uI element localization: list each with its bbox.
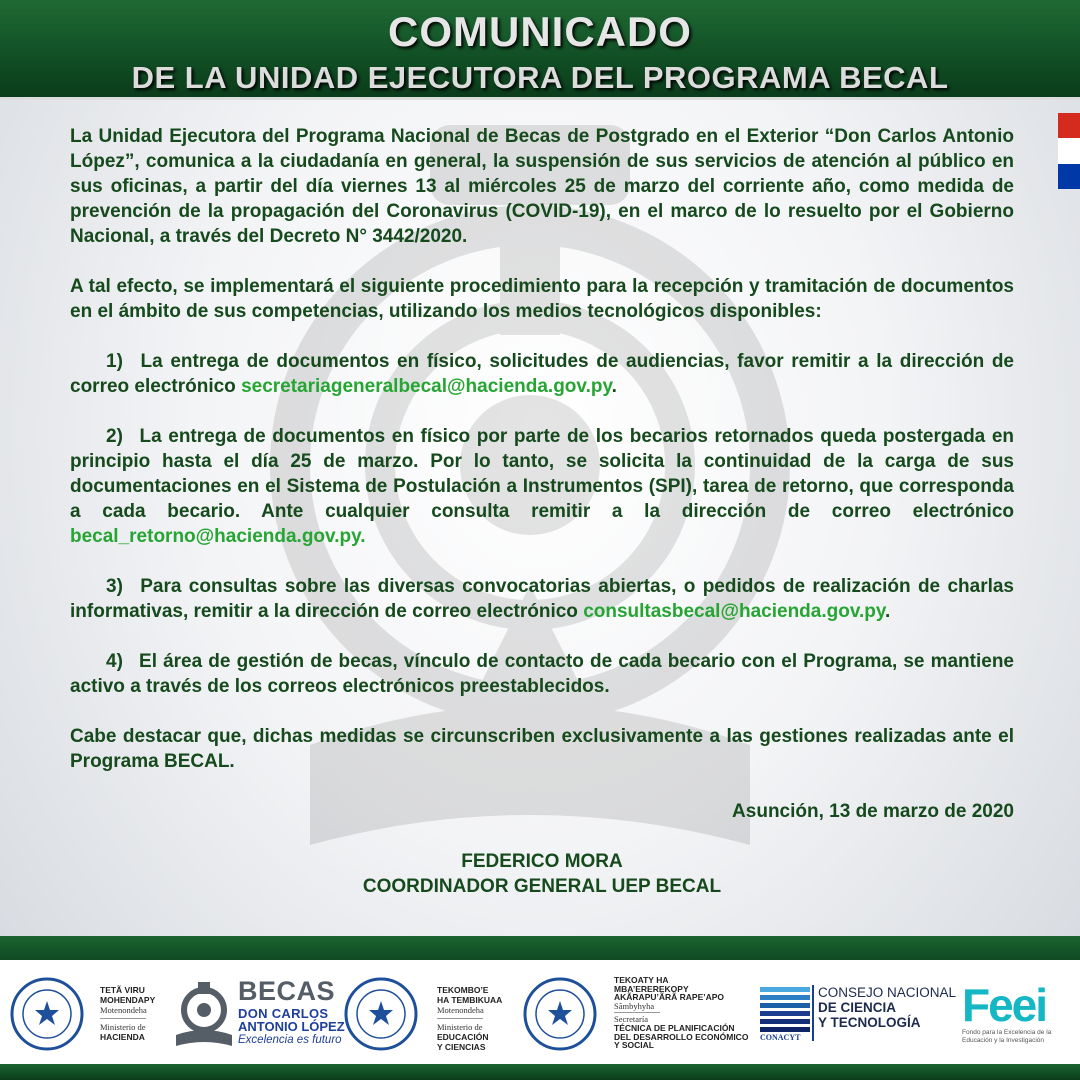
item-trailing: .	[611, 376, 617, 397]
footer-bottom-band	[0, 1064, 1080, 1080]
national-seal-icon	[344, 977, 418, 1051]
conacyt-name: CONSEJO NACIONAL DE CIENCIA Y TECNOLOGÍA	[812, 985, 956, 1041]
item-text: El área de gestión de becas, vínculo de contacto de cada becario con el Programa, se mantiene activo a través de los correos electrónicos preestablecidos.	[70, 651, 1015, 697]
item-text: Para consultas sobre las diversas convocatorias abiertas, o pedidos de realización de charlas informativas, remitir a la dirección de correo electrónico	[70, 576, 1014, 622]
signature-block	[70, 849, 1014, 899]
email-link[interactable]: consultasbecal@hacienda.gov.py	[583, 601, 886, 622]
footer-band	[0, 936, 1080, 960]
email-link[interactable]: becal_retorno@hacienda.gov.py.	[70, 526, 366, 547]
email-link[interactable]: secretariageneralbecal@hacienda.gov.py	[241, 376, 612, 397]
signature-name: FEDERICO MORA	[461, 851, 623, 872]
becas-name-line1: DON CARLOS	[238, 1006, 329, 1021]
list-item-1	[70, 349, 1014, 399]
header-band	[0, 0, 1080, 100]
procedure-paragraph: A tal efecto, se implementará el siguiente procedimiento para la recepción y tramitación de documentos en el ámbito de sus competencias, utilizando los medios tecnológicos disponibles:	[70, 276, 1014, 322]
signature-title: COORDINADOR GENERAL UEP BECAL	[362, 876, 722, 897]
becas-tagline: Excelencia es futuro	[238, 1034, 342, 1046]
flag-blue-stripe	[1058, 164, 1080, 189]
becas-title: BECAS	[238, 976, 336, 1006]
paraguay-flag-icon	[1058, 113, 1080, 189]
flag-red-stripe	[1058, 113, 1080, 138]
item-number: 3)	[106, 576, 123, 597]
item-trailing: .	[885, 601, 891, 622]
feei-logo: Feei	[962, 979, 1047, 1031]
list-item-2	[70, 424, 1014, 549]
hacienda-text: TETÃ VIRU MOHENDAPY Motenondeha Ministerio de HACIENDA	[100, 985, 156, 1042]
item-text: La entrega de documentos en físico por parte de los becarios retornados queda postergada en principio hasta el día 25 de marzo. Por lo tanto, se solicita la continuidad de la carga de sus documentaciones en el Sistema de Postulación a Instrumentos (SPI), tarea de retorno, que corresponda a cada becario. Ante cualquier consulta remitir a la dirección de correo electrónico	[70, 426, 1014, 522]
planificacion-text: TEKOATY HA MBA’EREREKOPY AKÃRAPU’ÃRÃ RAPE’APO Sãmbyhyha Secretaría TÉCNICA DE PLANIFICACIÓN DEL DESARROLLO ECONÓMICO Y SOCIAL	[614, 975, 749, 1051]
date-line: Asunción, 13 de marzo de 2020	[732, 801, 1014, 822]
national-seal-icon	[10, 977, 84, 1051]
item-number: 4)	[106, 651, 123, 672]
conacyt-logo-icon	[760, 985, 810, 1035]
list-item-4	[70, 649, 1014, 699]
page-title: COMUNICADO	[388, 8, 692, 55]
closing-paragraph: Cabe destacar que, dichas medidas se circunscriben exclusivamente a las gestiones realizadas ante el Programa BECAL.	[70, 726, 1014, 772]
communique-body	[70, 124, 1014, 899]
becas-name-line2: ANTONIO LÓPEZ	[238, 1019, 345, 1034]
list-item-3	[70, 574, 1014, 624]
national-seal-icon	[523, 977, 597, 1051]
intro-paragraph: La Unidad Ejecutora del Programa Nacional de Becas de Postgrado en el Exterior “Don Carlos Antonio López”, comunica a la ciudadanía en general, la suspensión de sus servicios de atención al público en sus oficinas, a partir del día viernes 13 al miércoles 25 de marzo del corriente año, como medida de prevención de la propagación del Coronavirus (COVID-19), en el marco de lo resuelto por el Gobierno Nacional, a través del Decreto N° 3442/2020.	[70, 126, 1014, 247]
item-number: 1)	[106, 351, 123, 372]
page-subtitle: DE LA UNIDAD EJECUTORA DEL PROGRAMA BECAL	[131, 60, 949, 95]
feei-tagline: Fondo para la Excelencia de la Educación y la Investigación	[962, 1029, 1052, 1044]
item-text: La entrega de documentos en físico, solicitudes de audiencias, favor remitir a la dirección de correo electrónico	[70, 351, 1014, 397]
flag-white-stripe	[1058, 138, 1080, 163]
educacion-text: TEKOMBO’E HA TEMBIKUAA Motenondeha Ministerio de EDUCACIÓN Y CIENCIAS	[437, 985, 503, 1052]
item-number: 2)	[106, 426, 123, 447]
becas-emblem-icon	[174, 980, 234, 1050]
conacyt-label: CONACYT	[760, 1033, 801, 1042]
